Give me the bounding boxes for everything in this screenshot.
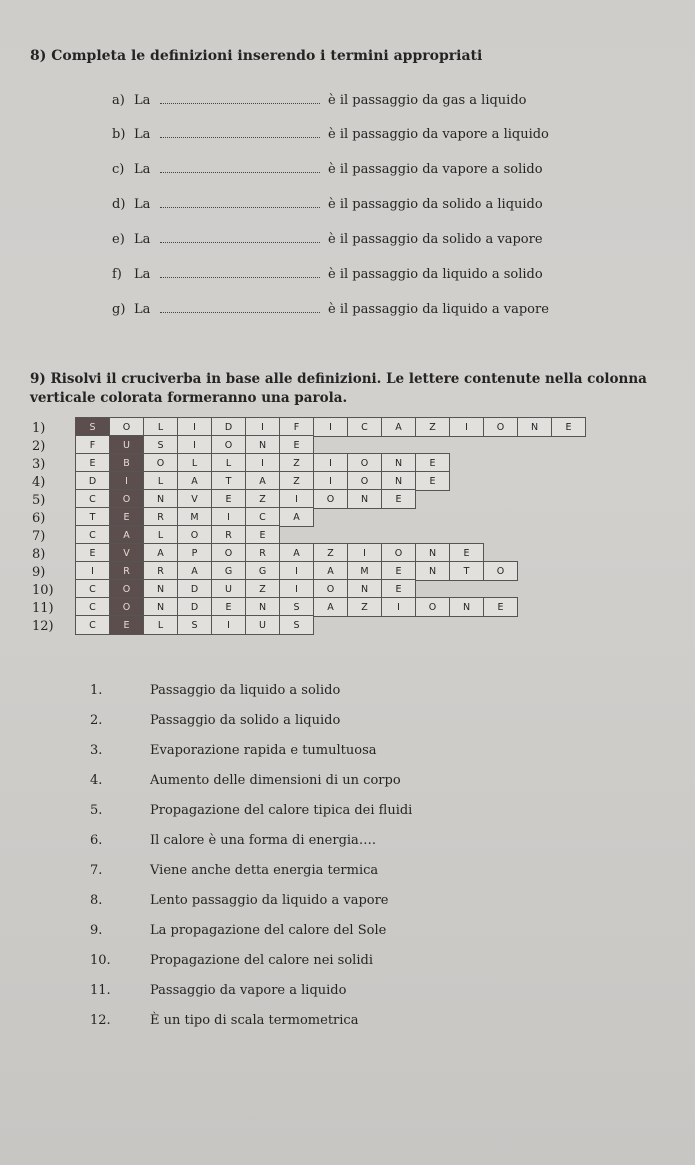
crossword-cell[interactable]: I xyxy=(279,489,314,509)
crossword-cell[interactable]: E xyxy=(381,561,416,581)
crossword-cell[interactable]: I xyxy=(245,453,280,473)
crossword-cell[interactable]: I xyxy=(109,471,144,491)
definition-article: La xyxy=(134,127,151,142)
crossword-cell[interactable]: Z xyxy=(245,579,280,599)
crossword-cell[interactable]: E xyxy=(483,597,518,617)
clue-item xyxy=(90,773,401,788)
crossword-cell[interactable]: N xyxy=(381,471,416,491)
clue-number: 6. xyxy=(90,833,103,848)
crossword-cell[interactable]: A xyxy=(313,561,348,581)
crossword-cell[interactable]: C xyxy=(75,615,110,635)
crossword-cell[interactable]: I xyxy=(313,453,348,473)
answer-blank[interactable] xyxy=(160,232,320,243)
crossword-row-number: 1) xyxy=(32,421,46,436)
crossword-cell[interactable]: N xyxy=(143,489,178,509)
clue-text: Passaggio da vapore a liquido xyxy=(150,983,347,998)
crossword-row-number: 6) xyxy=(32,511,46,526)
crossword-cell[interactable]: O xyxy=(109,579,144,599)
crossword-cell[interactable]: O xyxy=(347,471,382,491)
crossword-cell[interactable]: C xyxy=(245,507,280,527)
crossword-row-number: 9) xyxy=(32,565,46,580)
crossword-row-number: 2) xyxy=(32,439,46,454)
crossword-cell[interactable]: L xyxy=(143,471,178,491)
crossword-cell[interactable]: U xyxy=(109,435,144,455)
crossword-cell[interactable]: E xyxy=(381,489,416,509)
crossword-cell[interactable]: I xyxy=(177,435,212,455)
answer-blank[interactable] xyxy=(160,197,320,208)
clue-item xyxy=(90,713,340,728)
definition-row xyxy=(112,267,543,282)
clue-number: 11. xyxy=(90,983,111,998)
crossword-cell[interactable]: S xyxy=(279,597,314,617)
clue-item xyxy=(90,833,376,848)
crossword-row-number: 12) xyxy=(32,619,54,634)
crossword-cell[interactable]: R xyxy=(211,525,246,545)
clue-text: Propagazione del calore nei solidi xyxy=(150,953,373,968)
crossword-cell[interactable]: E xyxy=(109,507,144,527)
definition-text: è il passaggio da liquido a vapore xyxy=(328,302,549,317)
crossword-cell[interactable]: O xyxy=(313,489,348,509)
definition-article: La xyxy=(134,197,151,212)
crossword-cell[interactable]: N xyxy=(245,435,280,455)
clue-item xyxy=(90,803,412,818)
crossword-cell[interactable]: Z xyxy=(279,453,314,473)
crossword-cell[interactable]: O xyxy=(415,597,450,617)
crossword-cell[interactable]: E xyxy=(381,579,416,599)
crossword-cell[interactable]: N xyxy=(381,453,416,473)
definition-article: La xyxy=(134,267,151,282)
crossword-cell[interactable]: E xyxy=(211,489,246,509)
clue-text: Passaggio da liquido a solido xyxy=(150,683,341,698)
crossword-cell[interactable]: L xyxy=(143,417,178,437)
crossword-cell[interactable]: T xyxy=(449,561,484,581)
crossword-cell[interactable]: A xyxy=(279,507,314,527)
definition-text: è il passaggio da vapore a liquido xyxy=(328,127,549,142)
definition-row xyxy=(112,232,543,247)
crossword-cell[interactable]: E xyxy=(279,435,314,455)
clue-number: 10. xyxy=(90,953,111,968)
crossword-cell[interactable]: R xyxy=(143,561,178,581)
crossword-cell[interactable]: E xyxy=(415,453,450,473)
crossword-cell[interactable]: U xyxy=(211,579,246,599)
crossword-cell[interactable]: R xyxy=(143,507,178,527)
definition-article: La xyxy=(134,302,151,317)
crossword-cell[interactable]: C xyxy=(75,489,110,509)
clue-number: 9. xyxy=(90,923,103,938)
crossword-cell[interactable]: Z xyxy=(415,417,450,437)
crossword-cell[interactable]: O xyxy=(109,417,144,437)
crossword-cell[interactable]: N xyxy=(449,597,484,617)
clue-number: 7. xyxy=(90,863,103,878)
definition-letter: g) xyxy=(112,302,126,317)
crossword-cell[interactable]: S xyxy=(143,435,178,455)
definition-letter: f) xyxy=(112,267,122,282)
crossword-cell[interactable]: I xyxy=(449,417,484,437)
crossword-cell[interactable]: A xyxy=(313,597,348,617)
definition-article: La xyxy=(134,232,151,247)
clue-item xyxy=(90,893,389,908)
clue-text: Evaporazione rapida e tumultuosa xyxy=(150,743,377,758)
definition-letter: c) xyxy=(112,162,125,177)
crossword-cell[interactable]: O xyxy=(211,543,246,563)
answer-blank[interactable] xyxy=(160,162,320,173)
crossword-cell[interactable]: F xyxy=(279,417,314,437)
clue-text: Il calore è una forma di energia…. xyxy=(150,833,376,848)
crossword-cell[interactable]: A xyxy=(245,471,280,491)
crossword-cell[interactable]: N xyxy=(347,579,382,599)
definition-letter: b) xyxy=(112,127,126,142)
crossword-cell[interactable]: V xyxy=(177,489,212,509)
crossword-cell[interactable]: S xyxy=(177,615,212,635)
clue-number: 2. xyxy=(90,713,103,728)
crossword-row-number: 8) xyxy=(32,547,46,562)
definition-text: è il passaggio da gas a liquido xyxy=(328,93,527,108)
crossword-cell[interactable]: N xyxy=(143,579,178,599)
crossword-cell[interactable]: O xyxy=(347,453,382,473)
crossword-cell[interactable]: T xyxy=(211,471,246,491)
crossword-cell[interactable]: E xyxy=(415,471,450,491)
clue-text: Aumento delle dimensioni di un corpo xyxy=(150,773,401,788)
clue-item xyxy=(90,953,373,968)
definition-article: La xyxy=(134,162,151,177)
crossword-cell[interactable]: I xyxy=(313,417,348,437)
crossword-cell[interactable]: R xyxy=(109,561,144,581)
crossword-cell[interactable]: I xyxy=(211,507,246,527)
crossword-cell[interactable]: D xyxy=(75,471,110,491)
clue-item xyxy=(90,923,386,938)
crossword-cell[interactable]: E xyxy=(245,525,280,545)
crossword-cell[interactable]: G xyxy=(211,561,246,581)
crossword-cell[interactable]: N xyxy=(143,597,178,617)
crossword-cell[interactable]: G xyxy=(245,561,280,581)
crossword-cell[interactable]: N xyxy=(347,489,382,509)
crossword-cell[interactable]: B xyxy=(109,453,144,473)
crossword-cell[interactable]: E xyxy=(75,453,110,473)
crossword-cell[interactable]: N xyxy=(517,417,552,437)
clue-item xyxy=(90,1013,358,1028)
crossword-cell[interactable]: E xyxy=(75,543,110,563)
clue-item xyxy=(90,983,346,998)
crossword-row-number: 7) xyxy=(32,529,46,544)
crossword-cell[interactable]: I xyxy=(279,561,314,581)
clue-number: 5. xyxy=(90,803,103,818)
crossword-cell[interactable]: L xyxy=(177,453,212,473)
crossword-cell[interactable]: P xyxy=(177,543,212,563)
answer-blank[interactable] xyxy=(160,302,320,313)
crossword-cell[interactable]: D xyxy=(211,417,246,437)
clue-number: 4. xyxy=(90,773,103,788)
clue-text: La propagazione del calore del Sole xyxy=(150,923,387,938)
crossword-cell[interactable]: N xyxy=(245,597,280,617)
crossword-cell[interactable]: E xyxy=(449,543,484,563)
crossword-cell[interactable]: I xyxy=(313,471,348,491)
definition-row xyxy=(112,162,543,177)
definition-row xyxy=(112,93,526,108)
crossword-cell[interactable]: Z xyxy=(245,489,280,509)
crossword-cell[interactable]: I xyxy=(347,543,382,563)
crossword-cell[interactable]: C xyxy=(347,417,382,437)
clue-text: Lento passaggio da liquido a vapore xyxy=(150,893,389,908)
crossword-cell[interactable]: O xyxy=(143,453,178,473)
crossword-cell[interactable]: O xyxy=(483,561,518,581)
crossword-cell[interactable]: O xyxy=(177,525,212,545)
crossword-cell[interactable]: M xyxy=(177,507,212,527)
crossword-cell[interactable]: I xyxy=(177,417,212,437)
definition-letter: d) xyxy=(112,197,126,212)
crossword-cell[interactable]: N xyxy=(415,561,450,581)
crossword-cell[interactable]: Z xyxy=(279,471,314,491)
crossword-cell[interactable]: E xyxy=(211,597,246,617)
crossword-cell[interactable]: C xyxy=(75,579,110,599)
crossword-cell[interactable]: U xyxy=(245,615,280,635)
definition-row xyxy=(112,197,543,212)
definition-text: è il passaggio da liquido a solido xyxy=(328,267,543,282)
answer-blank[interactable] xyxy=(160,267,320,278)
crossword-row-number: 3) xyxy=(32,457,46,472)
crossword-cell[interactable]: C xyxy=(75,525,110,545)
crossword-cell[interactable]: V xyxy=(109,543,144,563)
crossword-cell[interactable]: A xyxy=(109,525,144,545)
crossword-cell[interactable]: E xyxy=(109,615,144,635)
crossword-row-number: 11) xyxy=(32,601,54,616)
crossword-cell[interactable]: D xyxy=(177,579,212,599)
crossword-cell[interactable]: I xyxy=(211,615,246,635)
crossword-cell[interactable]: O xyxy=(211,435,246,455)
crossword-cell[interactable]: S xyxy=(75,417,110,437)
crossword-cell[interactable]: L xyxy=(143,525,178,545)
definition-row xyxy=(112,302,549,317)
definition-letter: a) xyxy=(112,93,125,108)
section8-title: 8) Completa le definizioni inserendo i termini appropriati xyxy=(30,48,483,64)
clue-item xyxy=(90,683,340,698)
crossword-cell[interactable]: L xyxy=(143,615,178,635)
crossword-cell[interactable]: I xyxy=(75,561,110,581)
clue-item xyxy=(90,743,377,758)
crossword-cell[interactable]: L xyxy=(211,453,246,473)
crossword-cell[interactable]: M xyxy=(347,561,382,581)
crossword-cell[interactable]: O xyxy=(313,579,348,599)
crossword-cell[interactable]: T xyxy=(75,507,110,527)
clue-text: Propagazione del calore tipica dei fluidi xyxy=(150,803,413,818)
clue-number: 12. xyxy=(90,1013,111,1028)
answer-blank[interactable] xyxy=(160,93,320,104)
crossword-cell[interactable]: O xyxy=(483,417,518,437)
definition-letter: e) xyxy=(112,232,125,247)
crossword-cell[interactable]: A xyxy=(177,471,212,491)
crossword-row-number: 5) xyxy=(32,493,46,508)
definition-text: è il passaggio da vapore a solido xyxy=(328,162,543,177)
clue-item xyxy=(90,863,378,878)
section9-title: 9) Risolvi il cruciverba in base alle definizioni. Le lettere contenute nella colonna verticale colorata formeranno una parola. xyxy=(30,371,647,406)
clue-number: 1. xyxy=(90,683,103,698)
crossword-row-number: 10) xyxy=(32,583,54,598)
crossword-cell[interactable]: A xyxy=(279,543,314,563)
crossword-cell[interactable]: C xyxy=(75,597,110,617)
crossword-cell[interactable]: A xyxy=(143,543,178,563)
crossword-cell[interactable]: S xyxy=(279,615,314,635)
definition-text: è il passaggio da solido a vapore xyxy=(328,232,543,247)
crossword-cell[interactable]: O xyxy=(381,543,416,563)
crossword-cell[interactable]: N xyxy=(415,543,450,563)
crossword-cell[interactable]: Z xyxy=(347,597,382,617)
crossword-cell[interactable]: I xyxy=(245,417,280,437)
crossword-cell[interactable]: A xyxy=(177,561,212,581)
clue-text: È un tipo di scala termometrica xyxy=(150,1013,359,1028)
crossword-cell[interactable]: O xyxy=(109,597,144,617)
clue-number: 3. xyxy=(90,743,103,758)
crossword-row xyxy=(76,616,314,635)
definition-article: La xyxy=(134,93,151,108)
crossword-cell[interactable]: R xyxy=(245,543,280,563)
answer-blank[interactable] xyxy=(160,127,320,138)
clue-text: Passaggio da solido a liquido xyxy=(150,713,341,728)
crossword-cell[interactable]: I xyxy=(381,597,416,617)
crossword-cell[interactable]: A xyxy=(381,417,416,437)
crossword-cell[interactable]: I xyxy=(279,579,314,599)
definition-text: è il passaggio da solido a liquido xyxy=(328,197,543,212)
crossword-row-number: 4) xyxy=(32,475,46,490)
crossword-cell[interactable]: Z xyxy=(313,543,348,563)
crossword-cell[interactable]: E xyxy=(551,417,586,437)
crossword-cell[interactable]: O xyxy=(109,489,144,509)
crossword-cell[interactable]: D xyxy=(177,597,212,617)
clue-number: 8. xyxy=(90,893,103,908)
clue-text: Viene anche detta energia termica xyxy=(150,863,379,878)
crossword-cell[interactable]: F xyxy=(75,435,110,455)
definition-row xyxy=(112,127,549,142)
